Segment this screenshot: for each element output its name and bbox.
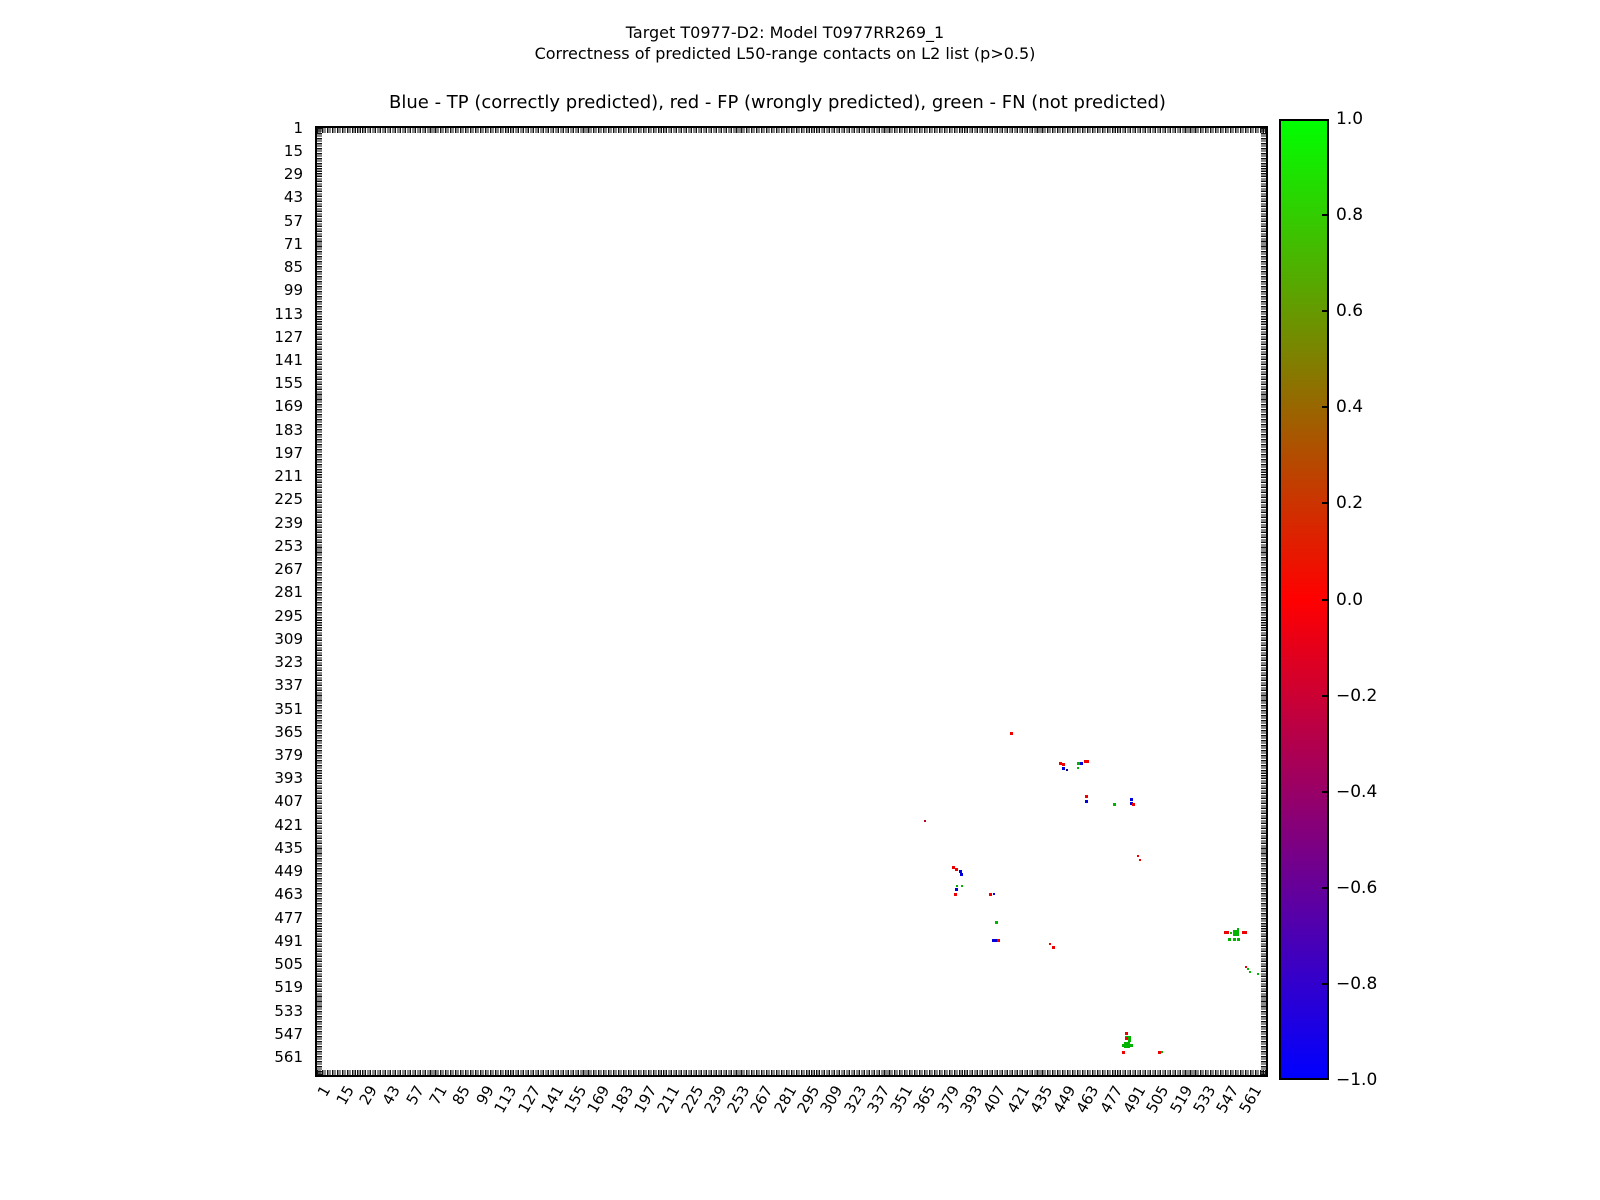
y-tick-label: 267 (274, 560, 303, 579)
colorbar-tick (1322, 214, 1328, 216)
x-tick-label: 561 (1235, 1082, 1266, 1117)
data-point (1124, 1042, 1130, 1048)
data-point (1233, 930, 1239, 936)
y-tick-label: 351 (274, 699, 303, 718)
y-tick-label: 533 (274, 1001, 303, 1020)
y-tick-label: 141 (274, 351, 303, 370)
y-tick-label: 309 (274, 629, 303, 648)
data-point (1010, 732, 1013, 735)
data-point (1084, 760, 1089, 763)
x-tick-label: 211 (653, 1082, 684, 1117)
x-tick-label: 267 (746, 1082, 777, 1117)
y-tick-label: 491 (274, 931, 303, 950)
data-point (995, 921, 998, 924)
data-point (954, 893, 957, 896)
data-point (1066, 769, 1068, 771)
data-point (997, 939, 1000, 942)
x-tick-label: 253 (723, 1082, 754, 1117)
x-tick-label: 547 (1212, 1082, 1243, 1117)
data-point (1237, 938, 1240, 941)
figure-suptitle-line2: Correctness of predicted L50-range contacts on L2 list (p>0.5) (534, 44, 1036, 63)
colorbar-tick (1322, 599, 1328, 601)
x-tick-label: 99 (472, 1082, 498, 1109)
minor-ticks-bottom (317, 1070, 1266, 1075)
data-point (1228, 938, 1231, 941)
data-point (955, 888, 958, 891)
y-tick-label: 323 (274, 653, 303, 672)
plot-area (315, 126, 1268, 1077)
data-point (1139, 859, 1141, 861)
data-point (1077, 767, 1079, 769)
x-tick-label: 295 (793, 1082, 824, 1117)
y-tick-label: 57 (283, 211, 303, 230)
y-tick-label: 15 (283, 141, 303, 160)
x-tick-label: 393 (956, 1082, 987, 1117)
data-point (1085, 800, 1088, 803)
colorbar-tick-label: −0.6 (1336, 877, 1378, 898)
x-tick-label: 169 (583, 1082, 614, 1117)
data-point (1249, 971, 1251, 973)
colorbar-tick-label: −0.2 (1336, 685, 1378, 706)
y-tick-label: 463 (274, 885, 303, 904)
y-tick-label: 421 (274, 815, 303, 834)
x-tick-label: 85 (448, 1082, 475, 1109)
axes-title: Blue - TP (correctly predicted), red - FP (wrongly predicted), green - FN (not predicted) (389, 92, 1166, 113)
y-tick-label: 197 (274, 443, 303, 462)
y-tick-label: 435 (274, 838, 303, 857)
colorbar-tick (1322, 502, 1328, 504)
data-point (1130, 1044, 1133, 1047)
colorbar-tick-label: −0.8 (1336, 973, 1378, 994)
colorbar-tick (1322, 983, 1328, 985)
y-tick-label: 29 (283, 165, 303, 184)
x-tick-label: 379 (933, 1082, 964, 1117)
data-point (961, 885, 963, 887)
colorbar-tick (1322, 695, 1328, 697)
x-tick-label: 323 (840, 1082, 870, 1117)
y-tick-label: 365 (274, 722, 303, 741)
data-point (1080, 762, 1083, 765)
y-tick-label: 85 (283, 258, 303, 277)
data-point (989, 893, 992, 896)
x-tick-label: 29 (355, 1082, 381, 1109)
data-point (960, 873, 963, 876)
y-tick-label: 43 (283, 188, 303, 207)
data-point (1122, 1051, 1125, 1054)
colorbar-tick-label: 0.6 (1336, 301, 1364, 322)
x-tick-label: 463 (1072, 1082, 1103, 1117)
colorbar-tick (1322, 310, 1328, 312)
colorbar-tick-label: 0.0 (1336, 589, 1364, 610)
x-tick-label: 113 (490, 1082, 521, 1117)
y-tick-label: 71 (283, 234, 303, 253)
data-point (1224, 931, 1229, 934)
data-point (1085, 795, 1088, 798)
x-tick-label: 337 (863, 1082, 894, 1117)
y-tick-label: 449 (274, 862, 303, 881)
y-tick-label: 281 (274, 583, 303, 602)
data-point (1137, 855, 1139, 857)
y-tick-label: 393 (274, 769, 303, 788)
colorbar-tick-label: 1.0 (1336, 109, 1364, 129)
x-tick-label: 519 (1166, 1082, 1196, 1117)
y-tick-label: 211 (274, 467, 303, 486)
x-tick-label: 281 (770, 1082, 801, 1117)
x-tick-label: 365 (909, 1082, 940, 1117)
y-tick-label: 169 (274, 397, 303, 416)
x-tick-label: 407 (979, 1082, 1010, 1117)
x-tick-label: 421 (1003, 1082, 1033, 1117)
y-tick-label: 295 (274, 606, 303, 625)
x-tick-label: 183 (607, 1082, 638, 1117)
x-tick-label: 57 (402, 1082, 428, 1109)
colorbar-tick-label: −0.4 (1336, 781, 1378, 802)
y-tick-label: 407 (274, 792, 303, 811)
colorbar-tick-label: −1.0 (1336, 1070, 1378, 1090)
x-tick-label: 309 (816, 1082, 847, 1117)
data-point (956, 885, 958, 887)
data-point (1062, 767, 1065, 770)
colorbar-tick-label: 0.4 (1336, 397, 1364, 418)
data-point (1161, 1051, 1163, 1053)
figure-suptitle-line1: Target T0977-D2: Model T0977RR269_1 (625, 23, 945, 42)
data-point (1052, 946, 1055, 949)
y-tick-label: 1 (293, 118, 303, 137)
minor-ticks-top (317, 128, 1266, 133)
y-tick-label: 519 (274, 978, 303, 997)
x-tick-label: 43 (379, 1082, 405, 1109)
y-tick-label: 239 (274, 513, 303, 532)
x-tick-label: 141 (537, 1082, 568, 1117)
x-tick-label: 155 (560, 1082, 591, 1117)
data-point (1247, 968, 1249, 970)
y-tick-label: 225 (274, 490, 303, 509)
x-tick-label: 477 (1096, 1082, 1127, 1117)
y-tick-label: 477 (274, 908, 303, 927)
y-tick-label: 99 (283, 281, 303, 300)
x-tick-label: 505 (1142, 1082, 1173, 1117)
data-point (993, 893, 995, 895)
y-tick-label: 183 (274, 420, 303, 439)
minor-ticks-left (317, 128, 322, 1075)
x-tick-label: 127 (514, 1082, 544, 1117)
x-tick-label: 71 (425, 1082, 451, 1109)
y-tick-label: 547 (274, 1024, 303, 1043)
colorbar-tick (1322, 406, 1328, 408)
x-tick-label: 449 (1049, 1082, 1080, 1117)
x-tick-label: 197 (630, 1082, 661, 1117)
minor-ticks-right (1261, 128, 1266, 1075)
x-tick-label: 533 (1189, 1082, 1220, 1117)
x-tick-label: 491 (1119, 1082, 1150, 1117)
y-tick-label: 127 (274, 327, 303, 346)
colorbar-tick (1322, 791, 1328, 793)
data-point (1049, 943, 1051, 945)
y-tick-label: 337 (274, 676, 303, 695)
x-tick-label: 239 (700, 1082, 731, 1117)
data-point (1132, 803, 1135, 806)
y-tick-label: 253 (274, 536, 303, 555)
colorbar-tick-label: 0.8 (1336, 205, 1364, 226)
x-tick-label: 1 (314, 1082, 335, 1100)
data-point (1113, 803, 1116, 806)
x-tick-label: 351 (886, 1082, 917, 1117)
y-tick-label: 155 (274, 374, 303, 393)
data-point (924, 820, 926, 822)
y-tick-label: 379 (274, 746, 303, 765)
x-tick-label: 15 (332, 1082, 358, 1109)
data-point (1257, 973, 1259, 975)
x-tick-label: 225 (677, 1082, 707, 1117)
x-tick-label: 435 (1026, 1082, 1057, 1117)
colorbar-tick (1322, 887, 1328, 889)
colorbar-tick-label: 0.2 (1336, 493, 1364, 514)
data-point (1242, 931, 1247, 934)
y-tick-label: 561 (274, 1048, 303, 1067)
y-tick-label: 505 (274, 955, 303, 974)
y-tick-label: 113 (274, 304, 303, 323)
data-point (1230, 932, 1232, 934)
